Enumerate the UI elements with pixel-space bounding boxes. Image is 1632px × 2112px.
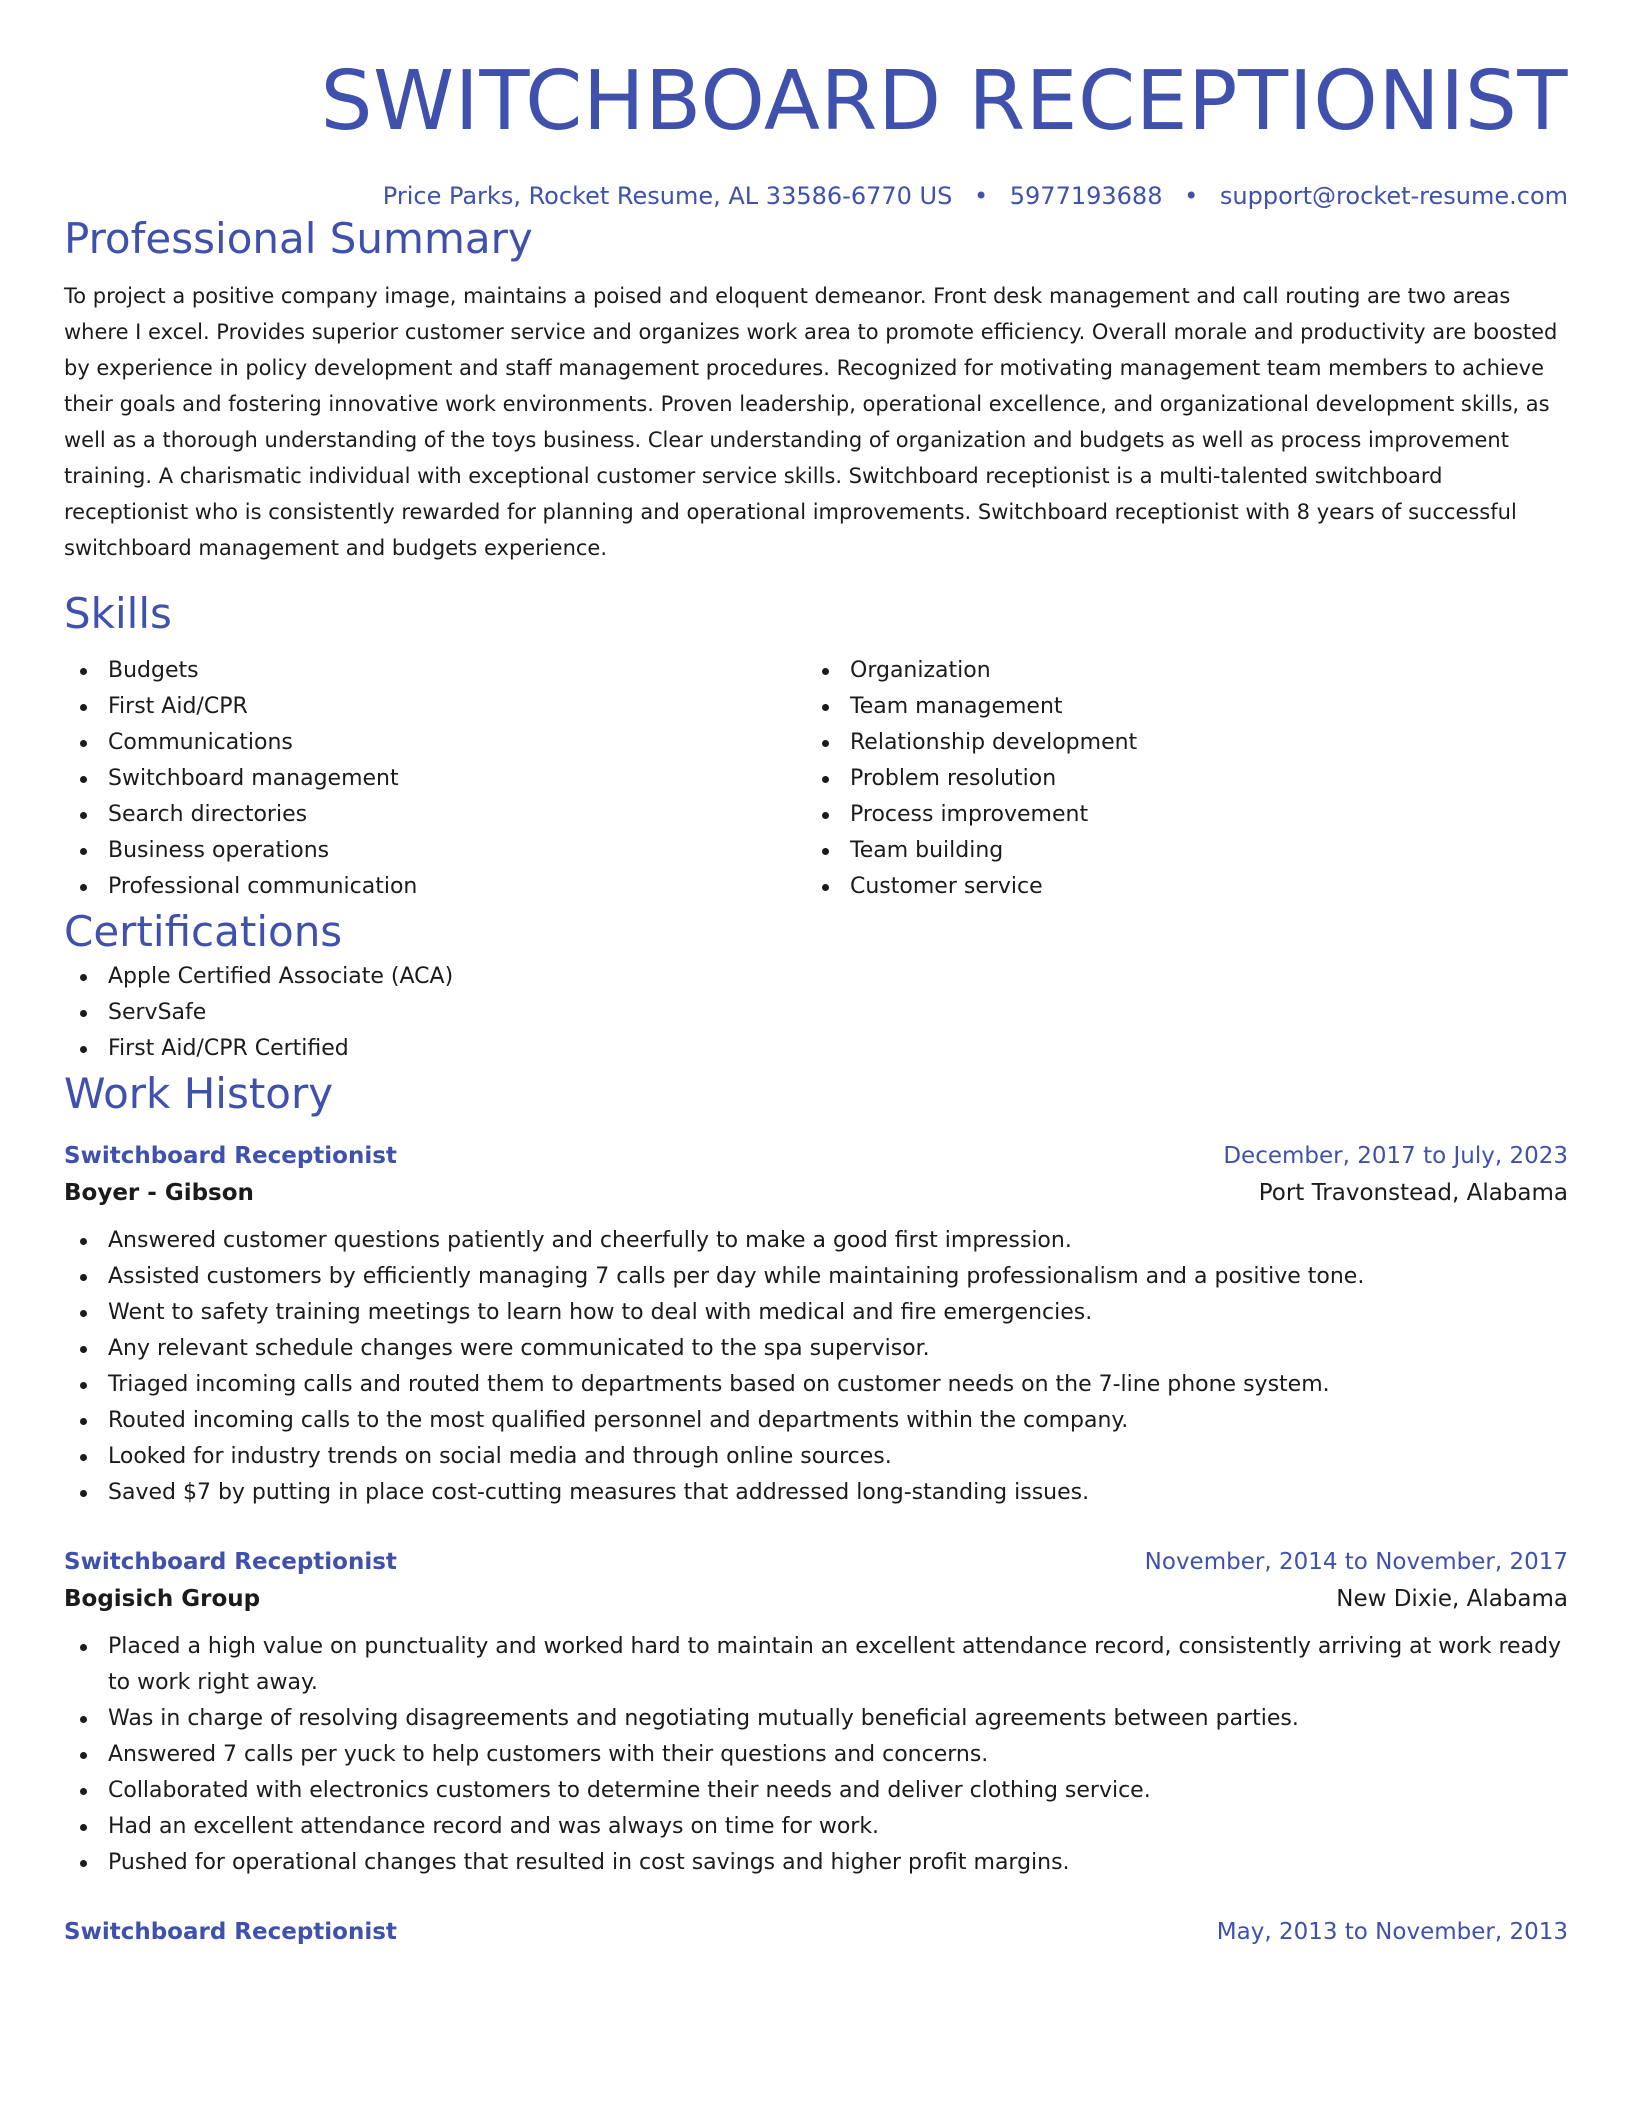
list-item: Answered 7 calls per yuck to help customers with their questions and concerns. bbox=[64, 1737, 1568, 1773]
skills-columns bbox=[64, 653, 1568, 905]
job-title: Switchboard Receptionist bbox=[64, 1143, 397, 1169]
list-item: Team management bbox=[806, 689, 1548, 725]
list-item: Team building bbox=[806, 833, 1548, 869]
contact-email: support@rocket-resume.com bbox=[1219, 182, 1568, 210]
summary-heading: Professional Summary bbox=[64, 214, 533, 263]
list-item: Search directories bbox=[64, 797, 806, 833]
job-entry bbox=[64, 1139, 1568, 1511]
list-item: Assisted customers by efficiently managing 7 calls per day while maintaining professionalism and a positive tone. bbox=[64, 1259, 1568, 1295]
list-item: Saved $7 by putting in place cost-cutting measures that addressed long-standing issues. bbox=[64, 1475, 1568, 1511]
contact-separator: • bbox=[1184, 182, 1199, 210]
job-dates: May, 2013 to November, 2013 bbox=[1216, 1919, 1568, 1945]
certifications-heading: Certifications bbox=[64, 907, 343, 956]
list-item: Placed a high value on punctuality and worked hard to maintain an excellent attendance record, consistently arriving at work ready to work right away. bbox=[64, 1629, 1568, 1701]
certifications-list bbox=[64, 959, 1568, 1067]
summary-section bbox=[64, 212, 1568, 566]
job-company-row bbox=[64, 1579, 1568, 1619]
list-item: Answered customer questions patiently and cheerfully to make a good first impression. bbox=[64, 1223, 1568, 1259]
skills-list-left bbox=[64, 653, 806, 905]
job-company: Boyer - Gibson bbox=[64, 1180, 254, 1206]
resume-header bbox=[64, 0, 1568, 212]
job-title-row bbox=[64, 1545, 1568, 1579]
job-location: Port Travonstead, Alabama bbox=[1258, 1180, 1568, 1206]
contact-line bbox=[64, 180, 1568, 212]
certifications-section bbox=[64, 905, 1568, 1067]
resume-title: SWITCHBOARD RECEPTIONIST bbox=[320, 54, 1568, 149]
skills-section bbox=[64, 587, 1568, 905]
list-item: Collaborated with electronics customers to determine their needs and deliver clothing service. bbox=[64, 1773, 1568, 1809]
job-title: Switchboard Receptionist bbox=[64, 1919, 397, 1945]
list-item: Business operations bbox=[64, 833, 806, 869]
job-entry bbox=[64, 1545, 1568, 1881]
list-item: Organization bbox=[806, 653, 1548, 689]
job-company: Bogisich Group bbox=[64, 1586, 261, 1612]
job-company-row bbox=[64, 1173, 1568, 1213]
list-item: ServSafe bbox=[64, 995, 1568, 1031]
contact-address: Price Parks, Rocket Resume, AL 33586-6770 US bbox=[382, 182, 953, 210]
list-item: Apple Certified Associate (ACA) bbox=[64, 959, 1568, 995]
job-entry bbox=[64, 1915, 1568, 1949]
work-history-heading: Work History bbox=[64, 1069, 334, 1118]
list-item: Was in charge of resolving disagreements and negotiating mutually beneficial agreements between parties. bbox=[64, 1701, 1568, 1737]
list-item: Pushed for operational changes that resulted in cost savings and higher profit margins. bbox=[64, 1845, 1568, 1881]
list-item: First Aid/CPR Certified bbox=[64, 1031, 1568, 1067]
skills-heading: Skills bbox=[64, 589, 172, 638]
job-title-row bbox=[64, 1139, 1568, 1173]
job-duties-list bbox=[64, 1629, 1568, 1881]
job-location: New Dixie, Alabama bbox=[1336, 1586, 1568, 1612]
work-history-section bbox=[64, 1067, 1568, 1949]
list-item: Communications bbox=[64, 725, 806, 761]
skills-list-right bbox=[806, 653, 1548, 905]
list-item: Routed incoming calls to the most qualified personnel and departments within the company. bbox=[64, 1403, 1568, 1439]
list-item: Problem resolution bbox=[806, 761, 1548, 797]
list-item: Any relevant schedule changes were communicated to the spa supervisor. bbox=[64, 1331, 1568, 1367]
list-item: Budgets bbox=[64, 653, 806, 689]
jobs-container bbox=[64, 1139, 1568, 1949]
list-item: Professional communication bbox=[64, 869, 806, 905]
contact-phone: 5977193688 bbox=[1009, 182, 1163, 210]
list-item: Relationship development bbox=[806, 725, 1548, 761]
job-title-row bbox=[64, 1915, 1568, 1949]
list-item: Looked for industry trends on social media and through online sources. bbox=[64, 1439, 1568, 1475]
summary-text: To project a positive company image, maintains a poised and eloquent demeanor. Front desk management and call routing are two areas where I excel. Provides superior customer service and organizes work area to promote efficiency. Overall morale and productivity are boosted by experience in policy development and staff management procedures. Recognized for motivating management team members to achieve their goals and fostering innovative work environments. Proven leadership, operational excellence, and organizational development skills, as well as a thorough understanding of the toys business. Clear understanding of organization and budgets as well as process improvement training. A charismatic individual with exceptional customer service skills. Switchboard receptionist is a multi-talented switchboard receptionist who is consistently rewarded for planning and operational improvements. Switchboard receptionist with 8 years of successful switchboard management and budgets experience. bbox=[64, 284, 1558, 560]
list-item: Customer service bbox=[806, 869, 1548, 905]
job-dates: December, 2017 to July, 2023 bbox=[1223, 1143, 1568, 1169]
list-item: Went to safety training meetings to learn how to deal with medical and fire emergencies. bbox=[64, 1295, 1568, 1331]
list-item: First Aid/CPR bbox=[64, 689, 806, 725]
job-title: Switchboard Receptionist bbox=[64, 1549, 397, 1575]
job-dates: November, 2014 to November, 2017 bbox=[1144, 1549, 1568, 1575]
list-item: Triaged incoming calls and routed them to departments based on customer needs on the 7-line phone system. bbox=[64, 1367, 1568, 1403]
list-item: Process improvement bbox=[806, 797, 1548, 833]
list-item: Had an excellent attendance record and was always on time for work. bbox=[64, 1809, 1568, 1845]
contact-separator: • bbox=[973, 182, 989, 210]
job-duties-list bbox=[64, 1223, 1568, 1511]
list-item: Switchboard management bbox=[64, 761, 806, 797]
